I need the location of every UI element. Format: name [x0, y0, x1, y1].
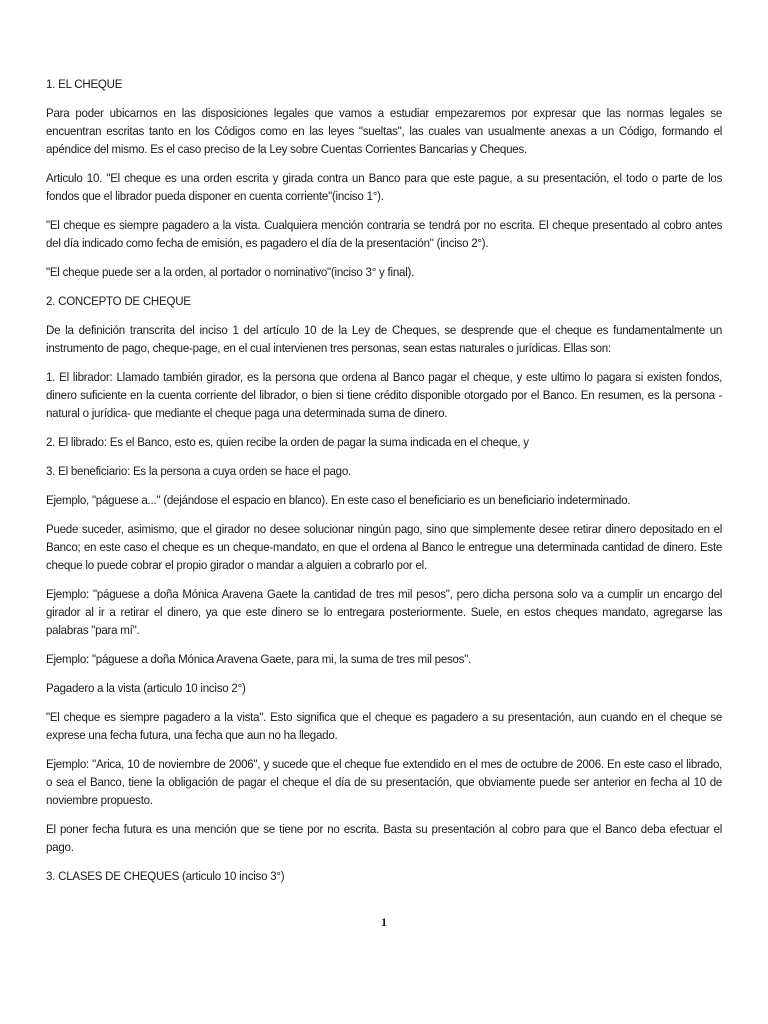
- paragraph-siempre-pagadero: "El cheque es siempre pagadero a la vista". Esto significa que el cheque es pagadero a su presentación, aun cuando en el cheque se exprese una fecha futura, una fecha que aun no ha llegado.: [46, 710, 723, 742]
- paragraph-beneficiario: 3. El beneficiario: Es la persona a cuya orden se hace el pago.: [46, 464, 352, 478]
- paragraph-intro: Para poder ubicarnos en las disposiciones legales que vamos a estudiar empezaremos por expresar que las normas legales se encuentran escritas tanto en los Códigos como en las leyes "sueltas", las cuales van usualmente anexas a un Código, formando el apéndice del mismo. Es el caso preciso de la Ley sobre Cuentas Corrientes Bancarias y Cheques.: [46, 106, 723, 156]
- paragraph-ejemplo-paguese: Ejemplo, "páguese a..." (dejándose el espacio en blanco). En este caso el beneficiario es un beneficiario indeterminado.: [46, 493, 631, 507]
- paragraph-cheque-mandato: Puede suceder, asimismo, que el girador no desee solucionar ningún pago, sino que simplemente desee retirar dinero depositado en el Banco; en este caso el cheque es un cheque-mandato, en que el ordena al Banco le entregue una determinada cantidad de dinero. Este cheque lo puede cobrar el propio girador o mandar a alguien a cobrarlo por el.: [46, 522, 723, 572]
- paragraph-ejemplo-arica: Ejemplo: "Arica, 10 de noviembre de 2006", y sucede que el cheque fue extendido en el mes de octubre de 2006. En este caso el librado, o sea el Banco, tiene la obligación de pagar el cheque el día de su presentación, que obviamente puede ser anterior en fecha al 10 de noviembre propuesto.: [46, 757, 723, 807]
- section-heading-clases: 3. CLASES DE CHEQUES (articulo 10 inciso 3°): [46, 869, 285, 883]
- paragraph-ejemplo-para-mi: Ejemplo: "páguese a doña Mónica Aravena Gaete, para mi, la suma de tres mil pesos".: [46, 652, 472, 666]
- paragraph-pagadero-vista: Pagadero a la vista (articulo 10 inciso 2°): [46, 681, 246, 695]
- paragraph-definicion: De la definición transcrita del inciso 1 del artículo 10 de la Ley de Cheques, se desprende que el cheque es fundamentalmente un instrumento de pago, cheque-page, en el cual intervienen tres personas, sean estas naturales o jurídicas. Ellas son:: [46, 323, 723, 355]
- section-heading-concepto: 2. CONCEPTO DE CHEQUE: [46, 294, 191, 308]
- page-number: 1: [381, 915, 387, 929]
- paragraph-inciso-2: "El cheque es siempre pagadero a la vista. Cualquiera mención contraria se tendrá por no escrita. El cheque presentado al cobro antes del día indicado como fecha de emisión, es pagadero el día de la presentación" (inciso 2°).: [46, 218, 723, 250]
- paragraph-inciso-3: "El cheque puede ser a la orden, al portador o nominativo"(inciso 3° y final).: [46, 265, 415, 279]
- section-heading-el-cheque: 1. EL CHEQUE: [46, 77, 123, 91]
- paragraph-librado: 2. El librado: Es el Banco, esto es, quien recibe la orden de pagar la suma indicada en el cheque, y: [46, 435, 529, 449]
- paragraph-librador: 1. El librador: Llamado también girador, es la persona que ordena al Banco pagar el cheque, y este ultimo lo pagara si existen fondos, dinero suficiente en la cuenta corriente del librador, o bien si tiene crédito disponible otorgado por el Banco. En resumen, es la persona -natural o jurídica- que mediante el cheque paga una determinada suma de dinero.: [46, 370, 723, 420]
- paragraph-articulo-10: Articulo 10. "El cheque es una orden escrita y girada contra un Banco para que este pague, a su presentación, el todo o parte de los fondos que el librador pueda disponer en cuenta corriente"(inciso 1°).: [46, 171, 723, 203]
- paragraph-fecha-futura: El poner fecha futura es una mención que se tiene por no escrita. Basta su presentación al cobro para que el Banco deba efectuar el pago.: [46, 822, 723, 854]
- paragraph-ejemplo-monica: Ejemplo: "páguese a doña Mónica Aravena Gaete la cantidad de tres mil pesos", pero dicha persona solo va a cumplir un encargo del girador al ir a retirar el dinero, ya que este dinero se lo entregara posteriormente. Suele, en estos cheques mandato, agregarse las palabras "para mí".: [46, 587, 723, 637]
- document-body: [46, 75, 722, 896]
